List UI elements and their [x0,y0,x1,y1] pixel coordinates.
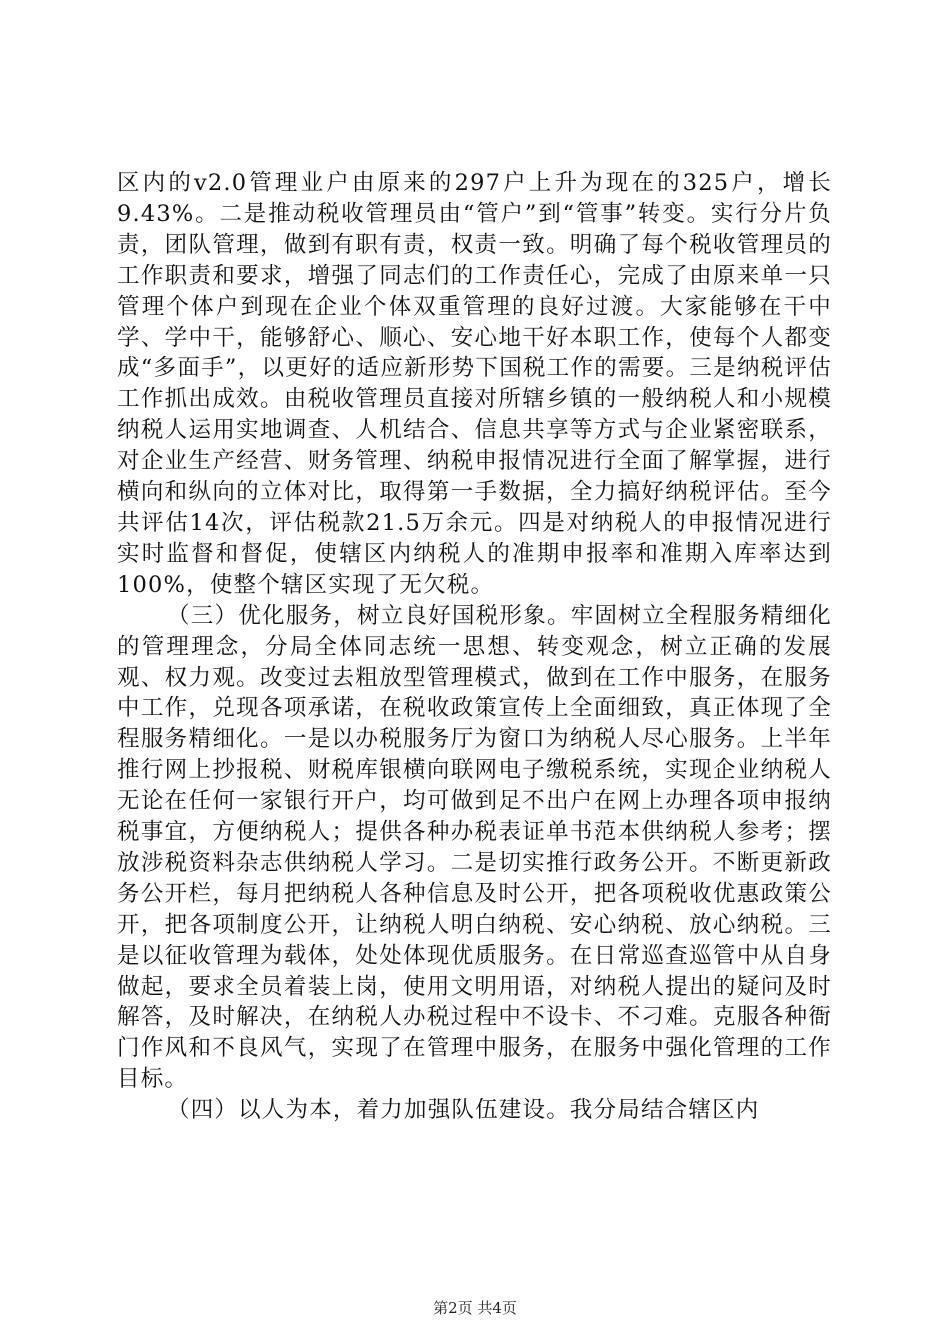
document-body [117,168,832,1126]
paragraph-section-4: （四）以人为本，着力加强队伍建设。我分局结合辖区内 [167,1097,760,1124]
page-footer: 第2页 共4页 [433,1299,517,1317]
paragraph-section-3: （三）优化服务，树立良好国税形象。牢固树立全程服务精细化的管理理念，分局全体同志统一思想、转变观念，树立正确的发展观、权力观。改变过去粗放型管理模式，做到在工作中服务，在服务中工作，兑现各项承诺，在税收政策宣传上全面细致，真正体现了全程服务精细化。一是以办税服务厅为窗口为纳税人尽心服务。上半年推行网上抄报税、财税库银横向联网电子缴税系统，实现企业纳税人无论在任何一家银行开户，均可做到足不出户在网上办理各项申报纳税事宜，方便纳税人；提供各种办税表证单书范本供纳税人参考；摆放涉税资料杂志供纳税人学习。二是切实推行政务公开。不断更新政务公开栏，每月把纳税人各种信息及时公开，把各项税收优惠政策公开，把各项制度公开，让纳税人明白纳税、安心纳税、放心纳税。三是以征收管理为载体，处处体现优质服务。在日常巡查巡管中从自身做起，要求全员着装上岗，使用文明用语，对纳税人提出的疑问及时解答，及时解决，在纳税人办税过程中不设卡、不刁难。克服各种衙门作风和不良风气，实现了在管理中服务，在服务中强化管理的工作目标。 [117,602,832,1093]
paragraph-continuation: 区内的v2.0管理业户由原来的297户上升为现在的325户，增长9.43%。二是推动税收管理员由“管户”到“管事”转变。实行分片负责，团队管理，做到有职有责，权责一致。明确了每个税收管理员的工作职责和要求，增强了同志们的工作责任心，完成了由原来单一只管理个体户到现在企业个体双重管理的良好过渡。大家能够在干中学、学中干，能够舒心、顺心、安心地干好本职工作，使每个人都变成“多面手”，以更好的适应新形势下国税工作的需要。三是纳税评估工作抓出成效。由税收管理员直接对所辖乡镇的一般纳税人和小规模纳税人运用实地调查、人机结合、信息共享等方式与企业紧密联系，对企业生产经营、财务管理、纳税申报情况进行全面了解掌握，进行横向和纵向的立体对比，取得第一手数据，全力搞好纳税评估。至今共评估14次，评估税款21.5万余元。四是对纳税人的申报情况进行实时监督和督促，使辖区内纳税人的准期申报率和准期入库率达到100%，使整个辖区实现了无欠税。 [117,170,832,598]
